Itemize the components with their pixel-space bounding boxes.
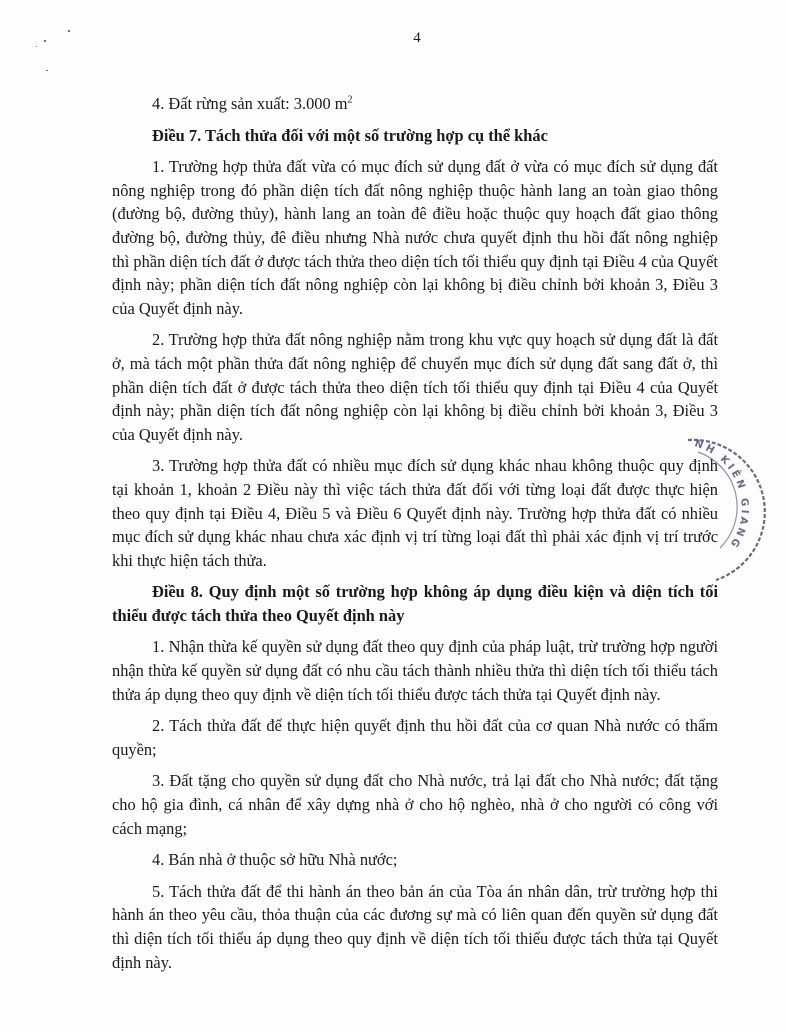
page-number: 4: [413, 30, 421, 46]
article-7-clause-3: 3. Trường hợp thửa đất có nhiều mục đích sử dụng khác nhau không thuộc quy định tại khoản 1, khoản 2 Điều này thì việc tách thửa đất đối với từng loại đất được thực hiện theo quy định tại Điều 4, Điều 5 và Điều 6 Quyết định này. Trường hợp thửa đất có nhiều mục đích sử dụng khác nhau chưa xác định vị trí từng loại đất thì phải xác định vị trí trước khi thực hiện tách thửa.: [112, 456, 718, 570]
article-7-clause-2: 2. Trường hợp thửa đất nông nghiệp nằm trong khu vực quy hoạch sử dụng đất là đất ở, mà tách một phần thửa đất nông nghiệp để chuyển mục đích sử dụng đất sang đất ở, thì phần diện tích đất ở được tách thửa theo diện tích tối thiểu quy định tại Điều 4 của Quyết định này; phần diện tích đất nông nghiệp còn lại không bị điều chỉnh bởi khoản 3, Điều 3 của Quyết định này.: [112, 330, 718, 444]
article-8-clause-4: 4. Bán nhà ở thuộc sở hữu Nhà nước;: [152, 850, 398, 870]
article-7-heading: Điều 7. Tách thửa đối với một số trường hợp cụ thể khác: [152, 125, 548, 145]
article-8-heading: Điều 8. Quy định một số trường hợp không áp dụng điều kiện và diện tích tối thiểu được tách thửa theo Quyết định này: [112, 582, 718, 625]
article-7-clause-1: 1. Trường hợp thửa đất vừa có mục đích sử dụng đất ở vừa có mục đích sử dụng đất nông nghiệp trong đó phần diện tích đất nông nghiệp thuộc hành lang an toàn giao thông (đường bộ, đường thủy), hành lang an toàn đê điều hoặc thuộc quy hoạch đất giao thông đường bộ, đường thủy, đê điều nhưng Nhà nước chưa quyết định thu hồi đất nông nghiệp thì phần diện tích đất ở được tách thửa theo diện tích tối thiểu quy định tại Điều 4 của Quyết định này; phần diện tích đất nông nghiệp còn lại không bị điều chỉnh bởi khoản 3, Điều 3 của Quyết định này.: [112, 157, 718, 318]
article-8-clause-3: 3. Đất tặng cho quyền sử dụng đất cho Nhà nước, trả lại đất cho Nhà nước; đất tặng cho hộ gia đình, cá nhân để xây dựng nhà ở cho hộ nghèo, nhà ở cho người có công với cách mạng;: [112, 771, 718, 838]
article-8-clause-5: 5. Tách thửa đất để thi hành án theo bản án của Tòa án nhân dân, trừ trường hợp thi hành án theo yêu cầu, thỏa thuận của các đương sự mà có liên quan đến quyền sử dụng đất thì diện tích tối thiểu áp dụng theo quy định về diện tích tối thiểu được tách thửa tại Quyết định này.: [112, 881, 718, 972]
article-8-clause-1: 1. Nhận thừa kế quyền sử dụng đất theo quy định của pháp luật, trừ trường hợp người nhận thừa kế quyền sử dụng đất có nhu cầu tách thành nhiều thửa thì diện tích tối thiểu tách thửa áp dụng theo quy định về diện tích tối thiểu được tách thửa tại Quyết định này.: [112, 637, 718, 704]
seal-text: NH KIÊN GIANG: [693, 438, 750, 552]
forest-land-text: 4. Đất rừng sản xuất: 3.000 m: [152, 94, 348, 113]
forest-land-item: [112, 92, 718, 116]
article-8-clause-2: 2. Tách thửa đất để thực hiện quyết định thu hồi đất của cơ quan Nhà nước có thẩm quyền;: [112, 716, 718, 759]
forest-land-unit-sup: 2: [347, 94, 353, 106]
document-body: [112, 92, 718, 982]
